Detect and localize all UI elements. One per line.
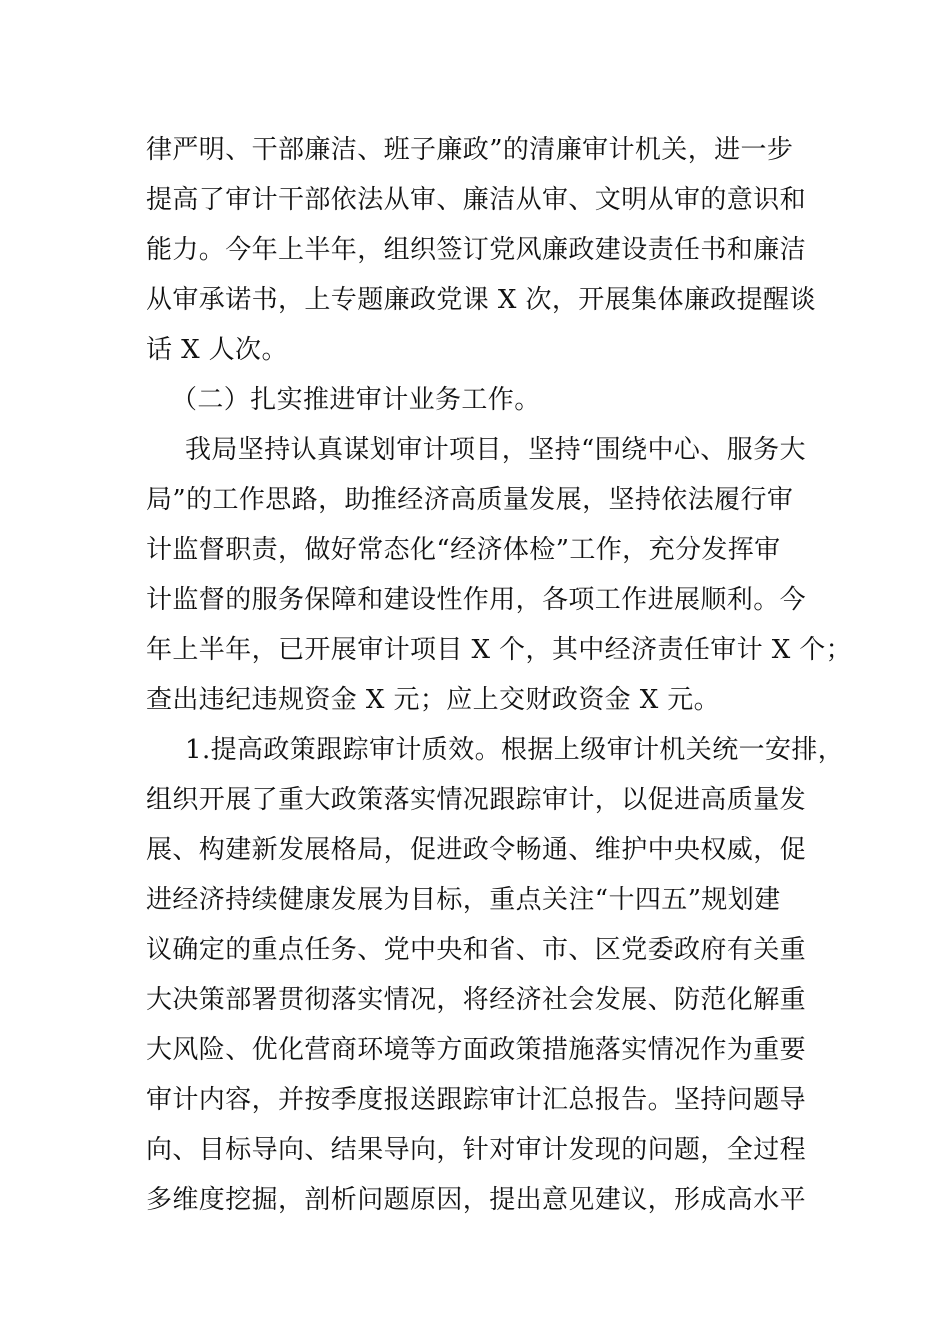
text-line: 计监督的服务保障和建设性作用，各项工作进展顺利。今 (146, 585, 807, 615)
paragraph-first-line: 我局坚持认真谋划审计项目，坚持“围绕中心、服务大 (185, 435, 806, 465)
text-line: 进经济持续健康发展为目标，重点关注“十四五”规划建 (146, 885, 781, 915)
text-line: 话 X 人次。 (146, 335, 288, 365)
text-line: 大决策部署贯彻落实情况，将经济社会发展、防范化解重 (146, 985, 807, 1015)
text-line: 从审承诺书，上专题廉政党课 X 次，开展集体廉政提醒谈 (146, 285, 816, 315)
text-line: 提高了审计干部依法从审、廉洁从审、文明从审的意识和 (146, 185, 807, 215)
text-line: 年上半年，已开展审计项目 X 个，其中经济责任审计 X 个； (146, 635, 853, 665)
text-line: 多维度挖掘，剖析问题原因，提出意见建议，形成高水平 (146, 1185, 807, 1215)
text-line: 展、构建新发展格局，促进政令畅通、维护中央权威，促 (146, 835, 807, 865)
text-line: 计监督职责，做好常态化“经济体检”工作，充分发挥审 (146, 535, 781, 565)
text-line: 组织开展了重大政策落实情况跟踪审计，以促进高质量发 (146, 785, 807, 815)
text-line: 议确定的重点任务、党中央和省、市、区党委政府有关重 (146, 935, 807, 965)
text-line: 查出违纪违规资金 X 元；应上交财政资金 X 元。 (146, 685, 721, 715)
text-line: 大风险、优化营商环境等方面政策措施落实情况作为重要 (146, 1035, 807, 1065)
text-line: 律严明、干部廉洁、班子廉政”的清廉审计机关，进一步 (146, 135, 794, 165)
text-line: 审计内容，并按季度报送跟踪审计汇总报告。坚持问题导 (146, 1085, 807, 1115)
text-line: 局”的工作思路，助推经济高质量发展，坚持依法履行审 (146, 485, 794, 515)
section-heading: （二）扎实推进审计业务工作。 (171, 385, 541, 415)
numbered-item-first-line: 1.提高政策跟踪审计质效。根据上级审计机关统一安排， (185, 735, 845, 765)
text-line: 向、目标导向、结果导向，针对审计发现的问题，全过程 (146, 1135, 807, 1165)
text-line: 能力。今年上半年，组织签订党风廉政建设责任书和廉洁 (146, 235, 807, 265)
